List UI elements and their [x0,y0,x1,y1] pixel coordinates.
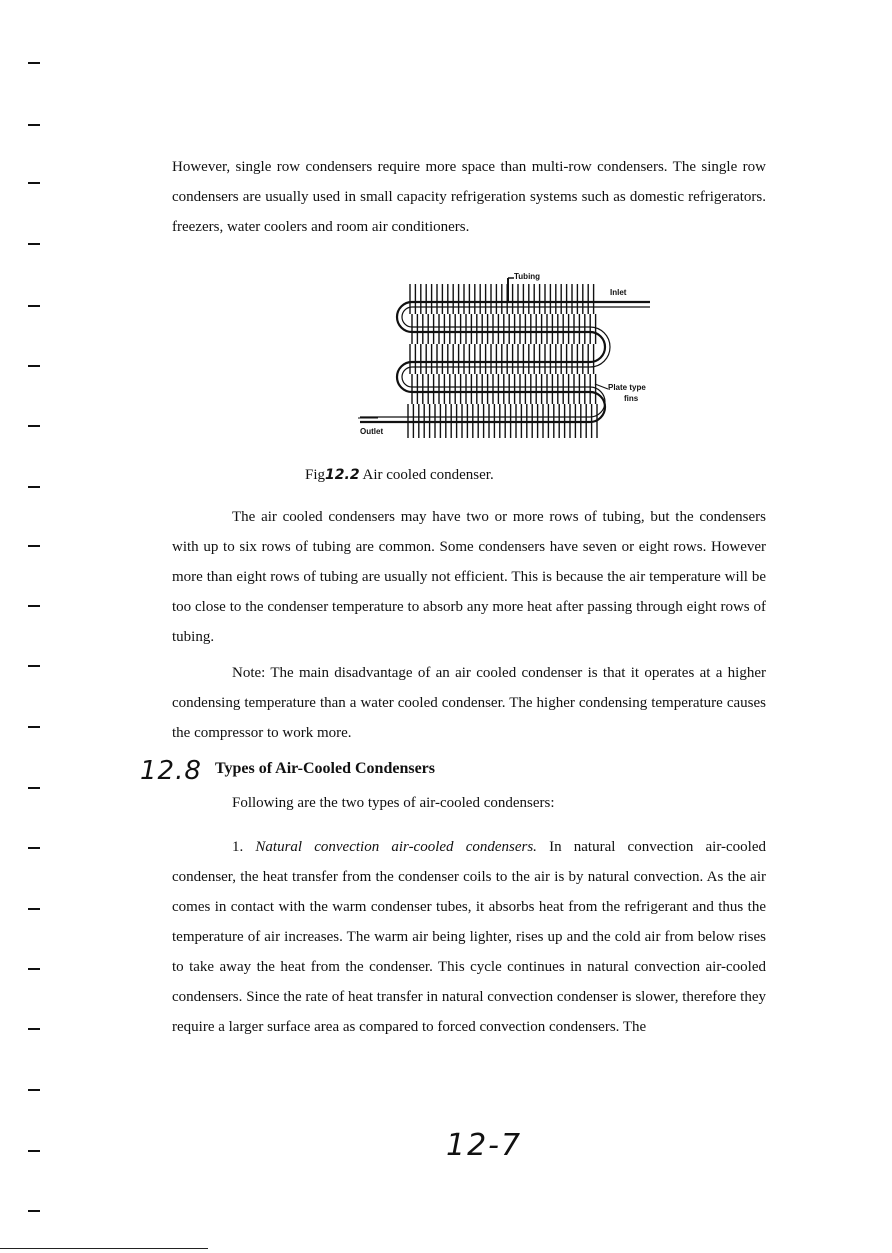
margin-mark [28,908,40,910]
condenser-diagram [340,262,670,452]
paragraph-text [172,832,766,1042]
figure-caption [305,467,494,484]
paragraph-single-row [172,152,766,242]
label-inlet: Inlet [610,288,627,297]
margin-mark [28,486,40,488]
margin-mark [28,62,40,64]
margin-mark [28,124,40,126]
margin-mark [28,968,40,970]
margin-mark [28,726,40,728]
page-number: 12-7 [446,1128,523,1163]
list-term: Natural convection air-cooled condensers. [255,839,537,855]
margin-mark [28,182,40,184]
paragraph-note: Note: The main disadvantage of an air cooled condenser is that it operates at a higher condensing temperature than a water cooled condenser. The higher condensing temperature causes the compressor to work more. [172,665,766,741]
list-number: 1. [232,839,244,855]
margin-mark [28,305,40,307]
margin-mark [28,1089,40,1091]
label-tubing: Tubing [514,272,541,281]
label-plate-fins-2: fins [624,394,639,403]
bottom-rule [0,1248,208,1249]
margin-mark [28,365,40,367]
paragraph-rows-of-tubing: The air cooled condensers may have two or more rows of tubing, but the condensers with up to six rows of tubing are common. Some condensers have seven or eight rows. However more than eight rows of tubing are usually not efficient. This is because the air temperature will be too close to the condenser temperature to absorb any more heat after passing through eight rows of tubing. [172,509,766,645]
margin-mark [28,425,40,427]
caption-text: Air cooled condenser. [362,467,494,483]
caption-number: 12.2 [325,467,360,483]
margin-mark [28,847,40,849]
paragraph-natural-convection [172,832,766,1042]
condenser-figure [340,262,670,452]
margin-mark [28,545,40,547]
section-intro: Following are the two types of air-cooled condensers: [232,795,555,811]
list-body: In natural convection air-cooled condenser, the heat transfer from the condenser coils to the air is by natural convection. As the air comes in contact with the warm condenser tubes, it absorbs heat from the refrigerant and thus the temperature of air increases. The warm air being lighter, rises up and the cold air from below rises to take away the heat from the condenser. This cycle continues in natural convection air-cooled condensers. Since the rate of heat transfer in natural convection condenser is slower, therefore they require a larger surface area as compared to forced convection condensers. The [172,839,767,1035]
caption-prefix: Fig [305,467,326,483]
label-plate-fins: Plate type [608,383,646,392]
section-number: 12.8 [140,756,202,786]
binding-margin-marks [0,0,60,1253]
margin-mark [28,605,40,607]
section-title: Types of Air-Cooled Condensers [215,760,435,777]
margin-mark [28,665,40,667]
label-outlet: Outlet [360,427,384,436]
margin-mark [28,1210,40,1212]
paragraph-text: However, single row condensers require more space than multi-row condensers. The single row condensers are usually used in small capacity refrigeration systems such as domestic refrigerators. freezers, water coolers and room air conditioners. [172,159,766,235]
margin-mark [28,1150,40,1152]
paragraphs-rows-and-note [172,502,766,748]
margin-mark [28,1028,40,1030]
margin-mark [28,787,40,789]
margin-mark [28,243,40,245]
